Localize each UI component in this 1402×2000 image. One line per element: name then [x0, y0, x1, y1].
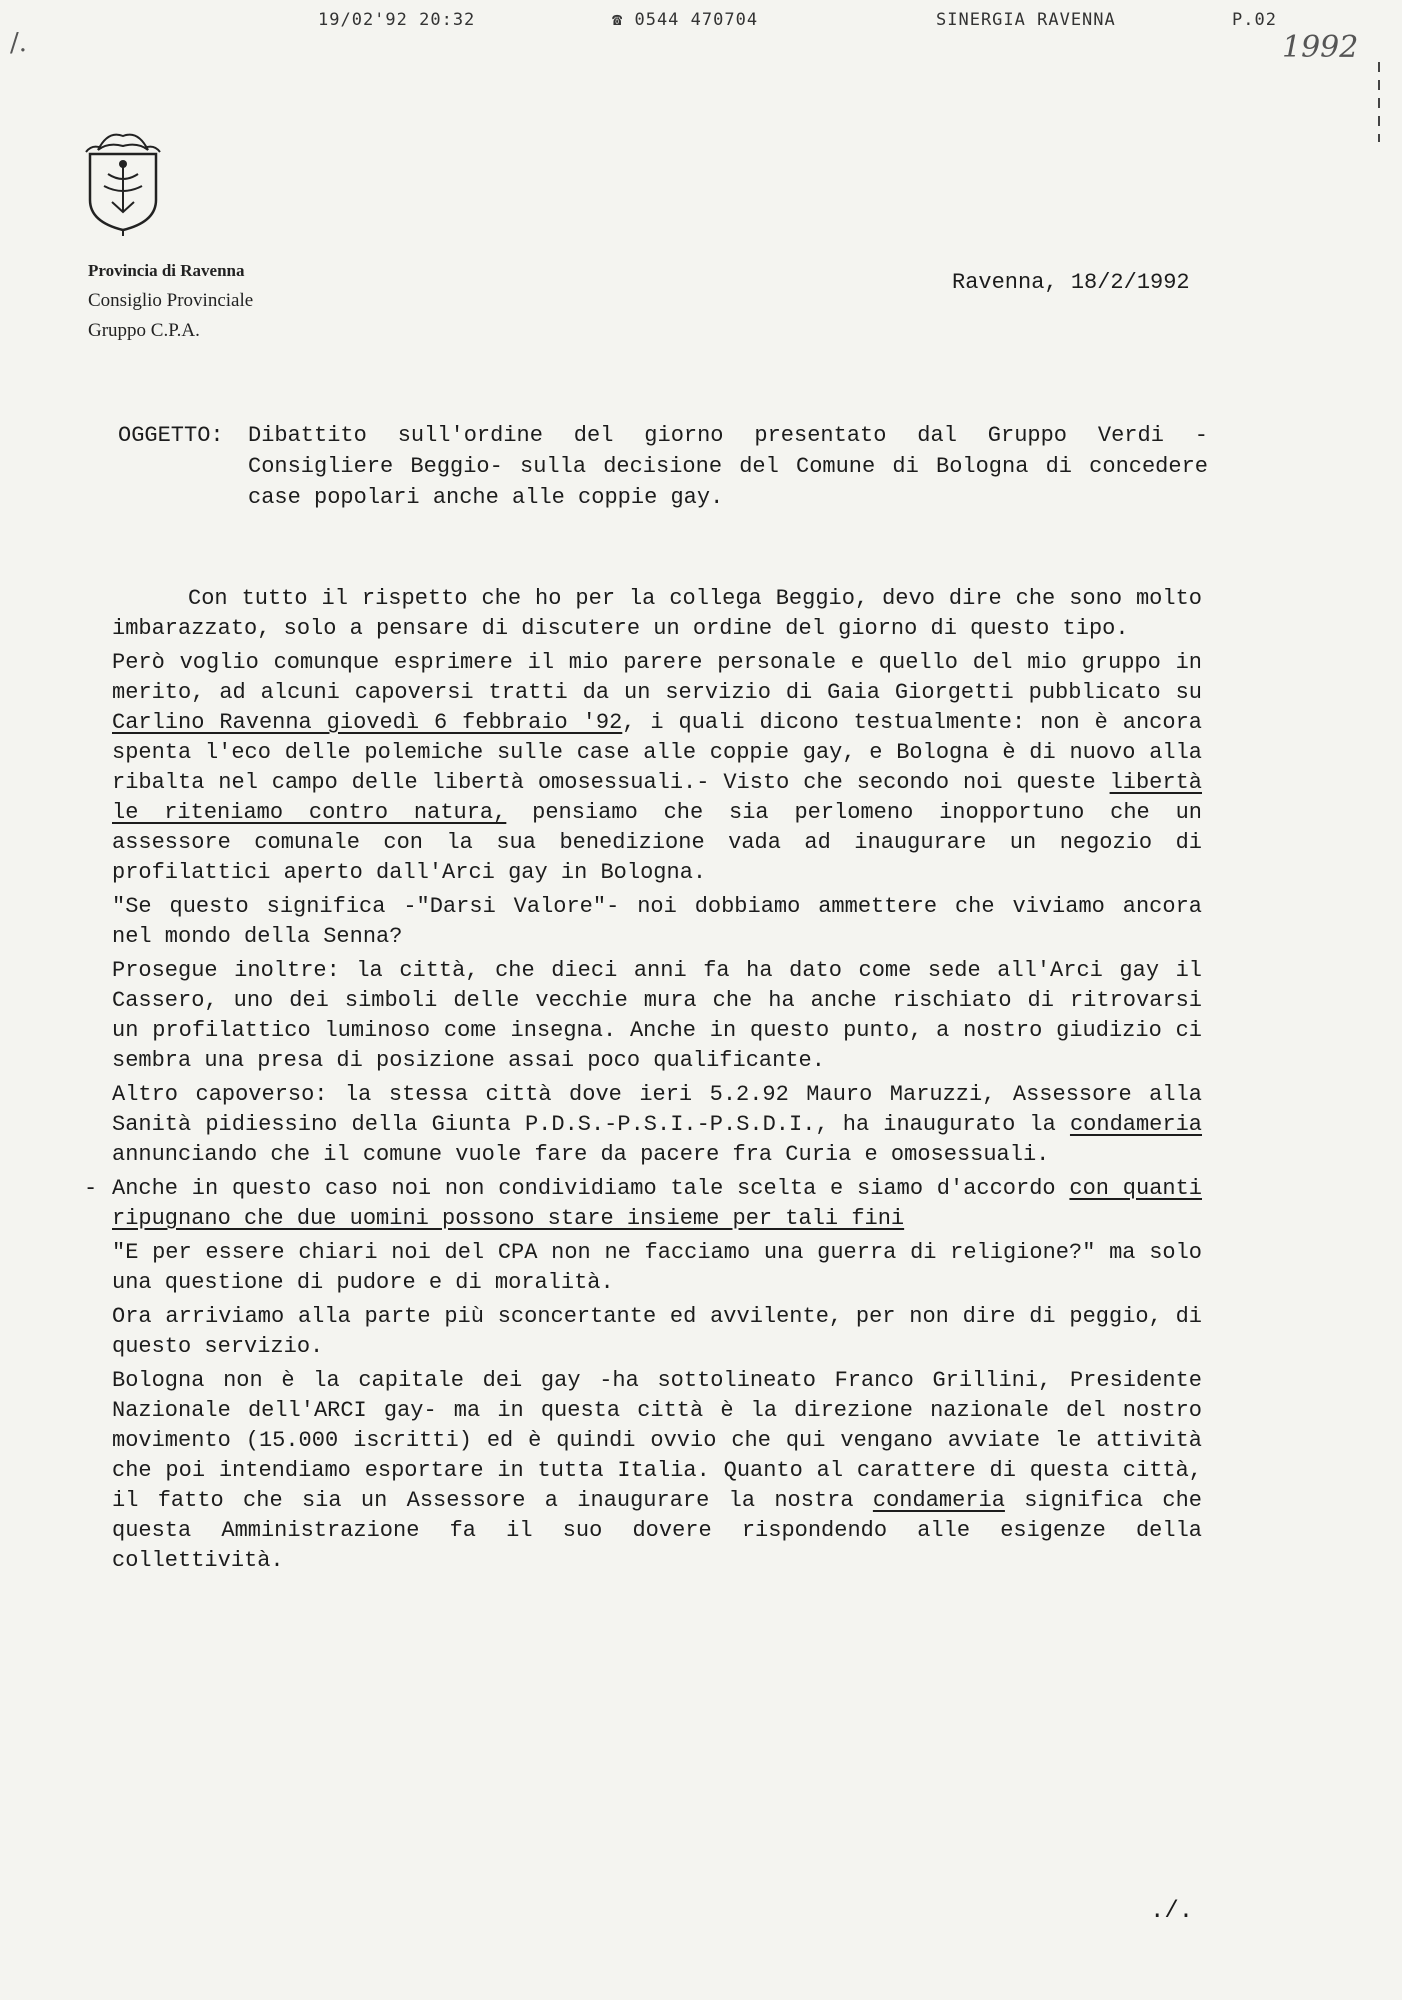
handwritten-year: 1992: [1282, 30, 1359, 65]
newspaper-citation: Carlino Ravenna giovedì 6 febbraio '92: [112, 710, 623, 735]
fax-datetime: 19/02'92 20:32: [318, 10, 476, 30]
letter-date: Ravenna, 18/2/1992: [952, 270, 1190, 295]
subject-label: OGGETTO:: [118, 423, 224, 448]
paragraph-7: "E per essere chiari noi del CPA non ne facciamo una guerra di religione?" ma solo una questione di pudore e di moralità.: [112, 1240, 1202, 1295]
margin-dash-mark: -: [84, 1176, 98, 1201]
subject-text: Dibattito sull'ordine del giorno presentato dal Gruppo Verdi -Consigliere Beggio- sulla decisione del Comune di Bologna di concedere case popolari anche alle coppie gay.: [248, 423, 1208, 510]
fax-phone: ☎ 0544 470704: [612, 10, 759, 30]
letterhead-council: Consiglio Provinciale: [88, 290, 254, 311]
corner-mark: /.: [10, 28, 28, 58]
underlined-phrase-ripugnano: con quanti ripugnano che due uomini possono stare insieme per tali fini: [112, 1176, 1202, 1231]
paragraph-1: Con tutto il rispetto che ho per la collega Beggio, devo dire che sono molto imbarazzato, solo a pensare di discutere un ordine del giorno di questo tipo.: [112, 586, 1202, 641]
paragraph-8: Ora arriviamo alla parte più sconcertante ed avvilente, per non dire di peggio, di questo servizio.: [112, 1304, 1202, 1359]
paragraph-2-text-b: , i quali dicono testualmente: non è ancora spenta l'eco delle polemiche sulle case alle coppie gay, e Bologna è di nuovo alla ribalta nel campo delle libertà omosessuali.- Visto che secondo noi queste: [112, 710, 1202, 795]
paragraph-9-text-a: Bologna non è la capitale dei gay -ha sottolineato Franco Grillini, Presidente Nazionale dell'ARCI gay- ma in questa città è la direzione nazionale del nostro movimento (15.000 iscritti) ed è quindi ovvio che qui vengano avviate le attività che poi intendiamo esportare in tutta Italia. Quanto al carattere di questa città, il fatto che sia un Assessore a inaugurare la nostra: [112, 1368, 1202, 1513]
paragraph-9-text-b: significa che questa Amministrazione fa il suo dovere rispondendo alle esigenze della collettività.: [112, 1488, 1202, 1573]
paragraph-9: [112, 1366, 1202, 1576]
paragraph-5-text-b: annunciando che il comune vuole fare da pacere fra Curia e omosessuali.: [112, 1142, 1050, 1167]
paragraph-6: [84, 1174, 1202, 1234]
letterhead-group: Gruppo C.P.A.: [88, 320, 200, 341]
paragraph-6-text-a: Anche in questo caso noi non condividiamo tale scelta e siamo d'accordo: [112, 1176, 1070, 1201]
paragraph-5-text-a: Altro capoverso: la stessa città dove ieri 5.2.92 Mauro Maruzzi, Assessore alla Sanità pidiessino della Giunta P.D.S.-P.S.I.-P.S.D.I., ha inaugurato la: [112, 1082, 1202, 1137]
paragraph-3: "Se questo significa -"Darsi Valore"- noi dobbiamo ammettere che viviamo ancora nel mondo della Senna?: [112, 894, 1202, 949]
coat-of-arms-icon: [78, 122, 168, 237]
fax-page-number: P.02: [1232, 10, 1277, 30]
paragraph-2-text-a: Però voglio comunque esprimere il mio parere personale e quello del mio gruppo in merito, ad alcuni capoversi tratti da un servizio di Gaia Giorgetti pubblicato su: [112, 650, 1202, 705]
paragraph-2: [112, 648, 1202, 888]
underlined-word-condameria: condameria: [1069, 1112, 1202, 1137]
paragraph-4: Prosegue inoltre: la città, che dieci anni fa ha dato come sede all'Arci gay il Cassero, uno dei simboli delle vecchie mura che ha anche rischiato di ritrovarsi un profilattico luminoso come insegna. Anche in questo punto, a nostro giudizio ci sembra una presa di posizione assai poco qualificante.: [112, 958, 1202, 1073]
letterhead: [88, 256, 253, 346]
paragraph-5: [112, 1080, 1202, 1170]
letterhead-province: Provincia di Ravenna: [88, 261, 245, 280]
letter-body: [84, 584, 1202, 1580]
underlined-word-condameria-2: condameria: [872, 1488, 1005, 1513]
fax-sender: SINERGIA RAVENNA: [936, 10, 1116, 30]
subject-block: [118, 420, 1208, 513]
underlined-phrase-contro-natura: libertà le riteniamo contro natura,: [112, 770, 1202, 825]
paragraph-2-text-c: pensiamo che sia perlomeno inopportuno che un assessore comunale con la sua benedizione vada ad inaugurare un negozio di profilattici aperto dall'Arci gay in Bologna.: [112, 800, 1202, 885]
edge-dash-line: [1378, 62, 1380, 142]
page-continues-mark: ./.: [1150, 1898, 1194, 1925]
fax-header: [0, 10, 1402, 34]
